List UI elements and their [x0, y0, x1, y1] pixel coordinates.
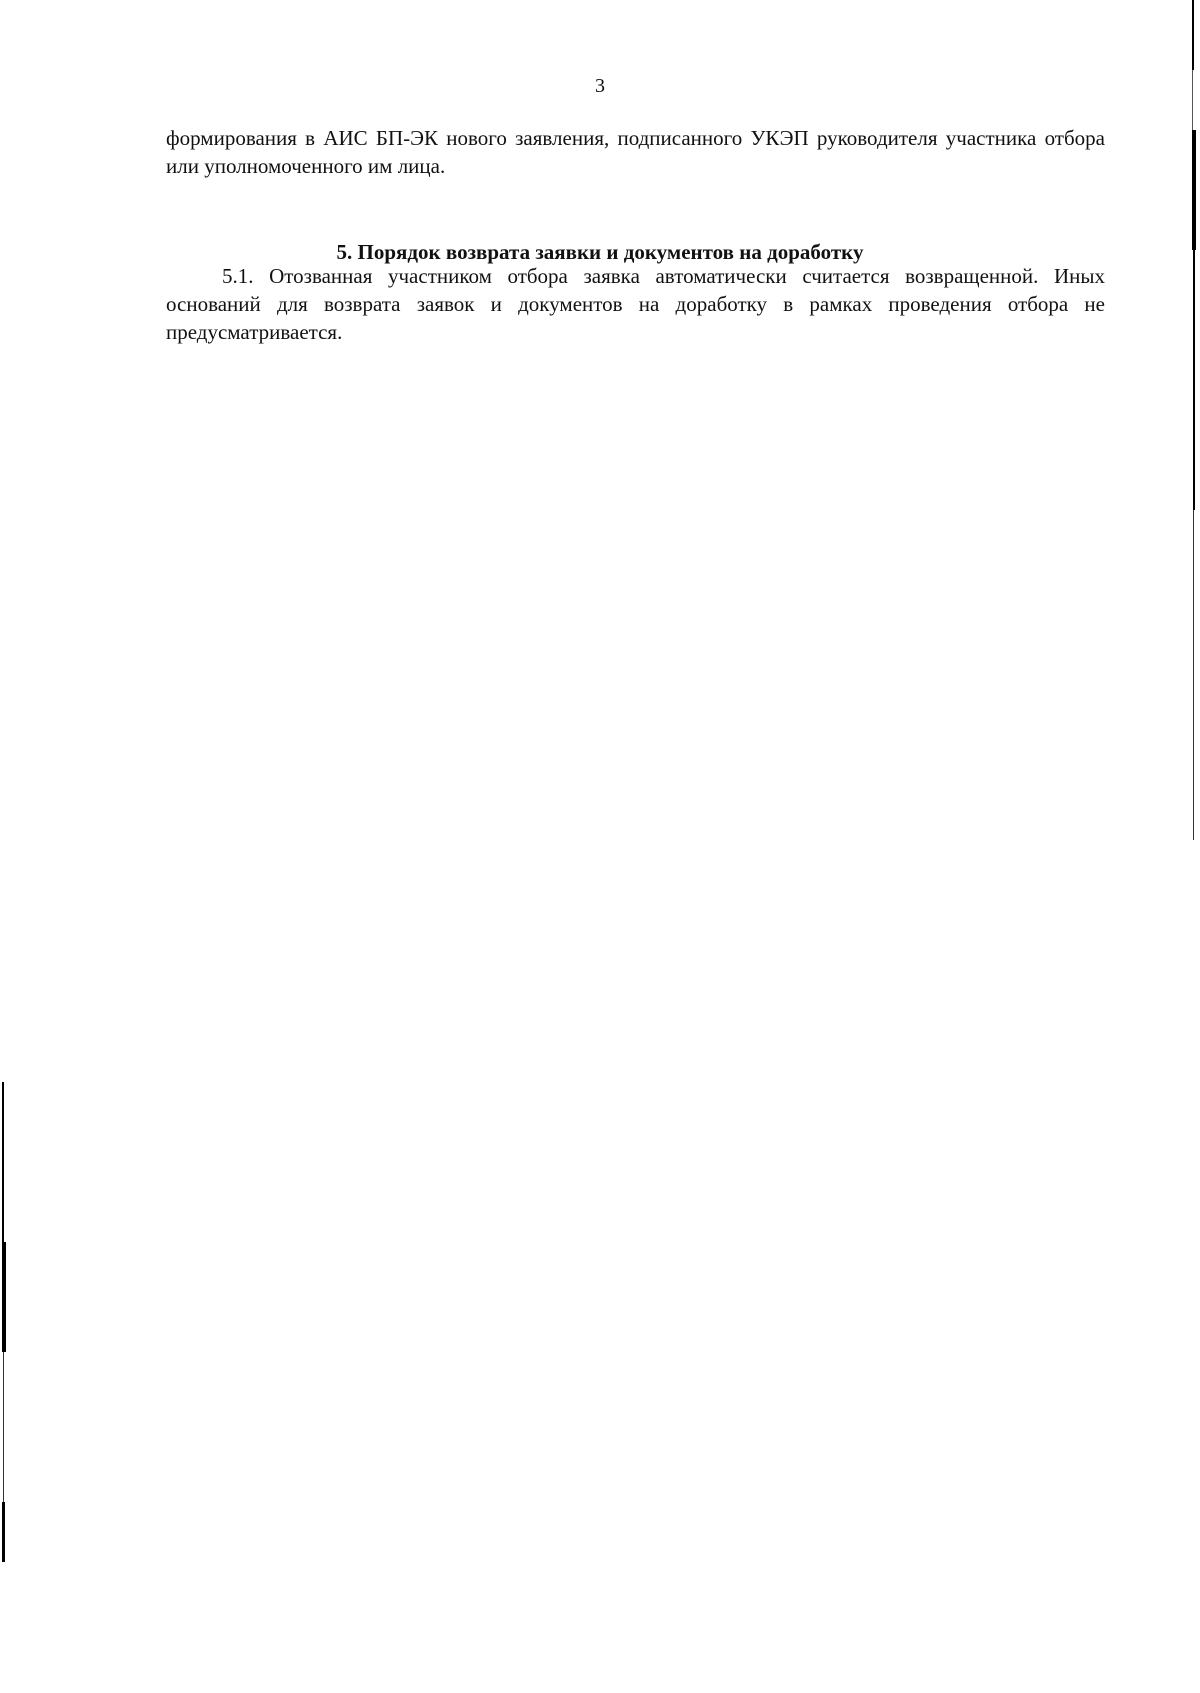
section-paragraph: 5.1. Отозванная участником отбора заявка автоматически считается возвращенной. Иных оснований для возврата заявок и документов на доработку в рамках проведения отбора не предусматривается. [166, 264, 1105, 344]
section-heading: 5. Порядок возврата заявки и документов на доработку [336, 240, 864, 264]
scan-line [1192, 0, 1194, 70]
page-number: 3 [595, 75, 605, 97]
scan-line [2, 1242, 6, 1352]
scan-line [2, 1502, 5, 1562]
scan-line [1193, 510, 1194, 840]
scan-line [1192, 130, 1196, 250]
scan-line [3, 1352, 4, 1502]
continuation-paragraph: формирования в АИС БП-ЭК нового заявления, подписанного УКЭП руководителя участника отбора или уполномоченного им лица. [166, 126, 1105, 178]
scan-line [1193, 250, 1195, 510]
scan-line [2, 1082, 4, 1242]
scan-line [1192, 70, 1193, 130]
